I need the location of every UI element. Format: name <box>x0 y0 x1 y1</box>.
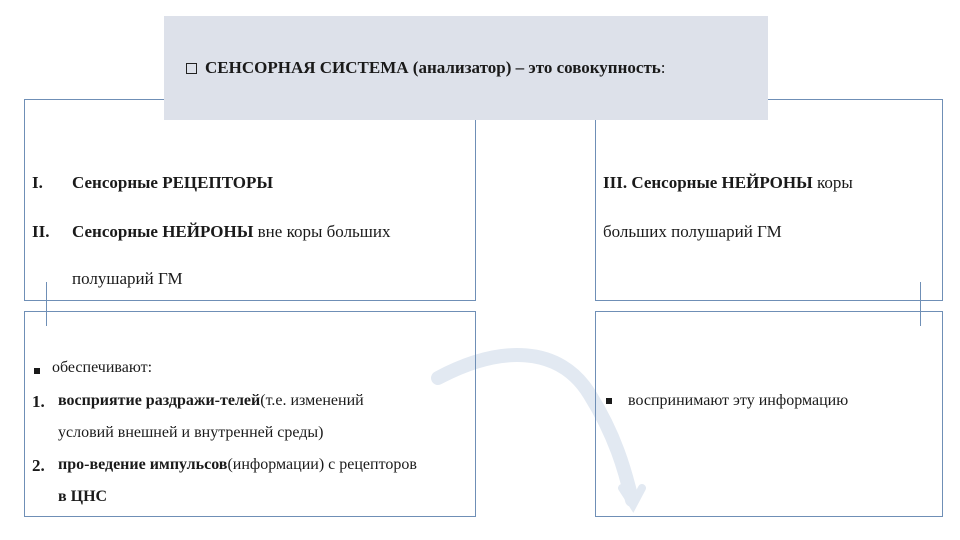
checkbox-bullet-icon <box>186 63 197 74</box>
list-item-2-continuation: в ЦНС <box>58 488 108 505</box>
item-1-numeral: I. <box>32 173 43 192</box>
item-3-continuation: больших полушарий ГМ <box>603 222 782 241</box>
item-3-normal: коры <box>812 173 853 192</box>
title-bold: СЕНСОРНАЯ СИСТЕМА (анализатор) – это совокупность <box>205 58 661 77</box>
item-2-numeral: II. <box>32 222 50 241</box>
bottom-left-panel <box>24 311 476 517</box>
perceive-text: воспринимают эту информацию <box>628 392 849 409</box>
item-2-text <box>72 222 391 242</box>
item-3-bold: III. Сенсорные НЕЙРОНЫ <box>603 173 813 192</box>
title-tail: : <box>660 58 666 77</box>
title-text <box>186 58 666 78</box>
connector-right <box>920 282 921 326</box>
connector-left <box>46 282 47 326</box>
list-item-1-bold: восприятие раздражи-телей <box>58 392 261 409</box>
title-banner <box>164 16 768 120</box>
item-1-text: Сенсорные РЕЦЕПТОРЫ <box>72 173 274 192</box>
item-2-bold: Сенсорные НЕЙРОНЫ <box>72 222 254 241</box>
list-item-2-normal: (информации) с рецепторов <box>227 456 417 473</box>
item-2-normal: вне коры больших <box>253 222 391 241</box>
item-2-continuation: полушарий ГМ <box>72 269 183 288</box>
bottom-right-panel <box>595 311 943 517</box>
square-bullet-icon <box>34 368 40 374</box>
list-num-2: 2. <box>32 456 45 475</box>
square-bullet-icon <box>606 398 612 404</box>
list-item-1 <box>58 392 364 410</box>
list-num-1: 1. <box>32 392 45 411</box>
top-right-panel <box>595 99 943 301</box>
list-item-1-continuation: условий внешней и внутренней среды) <box>58 424 324 441</box>
item-3-text <box>603 173 853 193</box>
intro-text: обеспечивают: <box>52 359 153 376</box>
list-item-2 <box>58 456 417 474</box>
list-item-1-normal: (т.е. изменений <box>260 392 364 409</box>
list-item-2-bold: про-ведение импульсов <box>58 456 228 473</box>
